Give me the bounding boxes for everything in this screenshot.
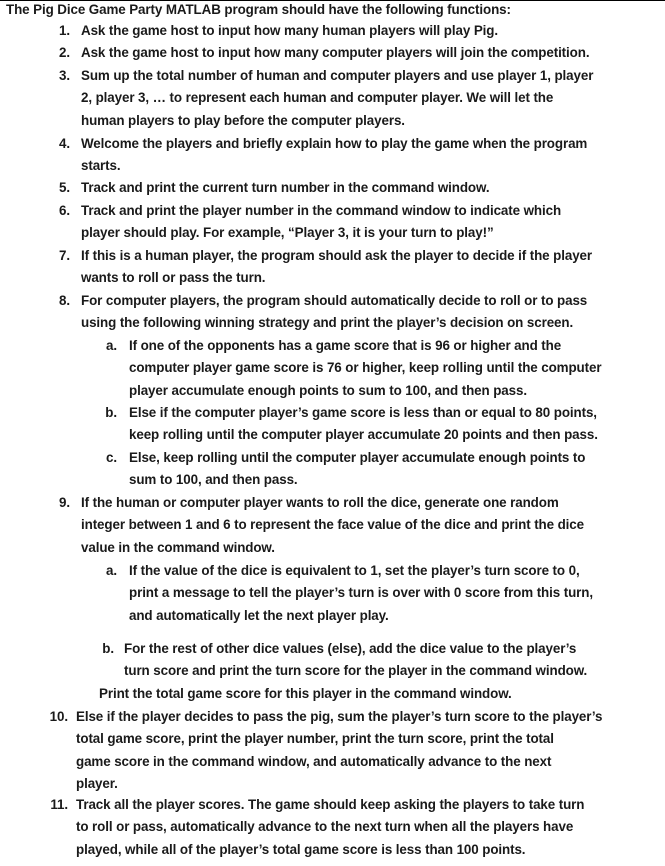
list-item-text-line: integer between 1 and 6 to represent the face value of the dice and print the dice: [81, 517, 584, 533]
list-item-text-line: sum to 100, and then pass.: [129, 472, 298, 488]
list-item-text-line: For the rest of other dice values (else), add the dice value to the player’s: [124, 641, 577, 656]
list-item-text-line: Track and print the player number in the command window to indicate which: [81, 203, 562, 218]
list-item-text-line: starts.: [81, 158, 121, 174]
list-item-text-line: using the following winning strategy and print the player’s decision on screen.: [81, 315, 574, 331]
list-item-text-line: player.: [76, 776, 118, 792]
list-item-number: b.: [102, 641, 114, 656]
list-item-number: 3.: [59, 68, 70, 83]
list-item-number: b.: [105, 405, 117, 420]
list-item-text-line: to roll or pass, automatically advance to the next turn when all the players have: [76, 819, 574, 835]
list-item-text-line: Welcome the players and briefly explain how to play the game when the program: [81, 136, 588, 151]
list-item-text-line: player should play. For example, “Player 3, it is your turn to play!”: [81, 225, 494, 241]
list-item-text-line: keep rolling until the computer player accumulate 20 points and then pass.: [129, 427, 598, 443]
list-item-number: 4.: [59, 136, 70, 151]
list-item-text-line: Track and print the current turn number in the command window.: [81, 180, 490, 195]
list-item-text-line: value in the command window.: [81, 539, 275, 555]
list-item-text-line: total game score, print the player number, print the turn score, print the total: [76, 731, 554, 747]
list-item-number: 2.: [59, 45, 70, 60]
list-item-text-line: played, while all of the player’s total game score is less than 100 points.: [76, 841, 526, 857]
list-item-text-line: Print the total game score for this player in the command window.: [99, 686, 512, 701]
list-item-text-line: Ask the game host to input how many computer players will join the competition.: [81, 45, 590, 60]
list-item-text-line: player accumulate enough points to sum to 100, and then pass.: [129, 382, 527, 398]
list-item-text-line: If one of the opponents has a game score that is 96 or higher and the: [129, 338, 562, 353]
list-item-text-line: Ask the game host to input how many human players will play Pig.: [81, 23, 498, 38]
list-item-number: 8.: [59, 293, 70, 308]
list-item-number: 10.: [49, 709, 68, 724]
list-item-number: 5.: [59, 180, 70, 195]
document-title: The Pig Dice Game Party MATLAB program should have the following functions:: [6, 2, 511, 17]
top-border: [0, 0, 665, 1]
list-item-text-line: For computer players, the program should automatically decide to roll or to pass: [81, 293, 588, 308]
list-item-text-line: If this is a human player, the program should ask the player to decide if the player: [81, 248, 592, 263]
list-item-text-line: wants to roll or pass the turn.: [81, 270, 266, 286]
list-item-text-line: Sum up the total number of human and computer players and use player 1, player: [81, 68, 594, 83]
list-item-text-line: If the human or computer player wants to roll the dice, generate one random: [81, 495, 559, 510]
list-item-text-line: If the value of the dice is equivalent to 1, set the player’s turn score to 0,: [129, 563, 580, 578]
list-item-number: 11.: [50, 797, 68, 812]
list-item-text-line: Track all the player scores. The game should keep asking the players to take turn: [76, 797, 585, 812]
list-item-text-line: human players to play before the computer players.: [81, 112, 405, 128]
list-item-text-line: computer player game score is 76 or higher, keep rolling until the computer: [129, 360, 602, 376]
list-item-text-line: turn score and print the turn score for the player in the command window.: [124, 663, 588, 679]
list-item-text-line: Else if the computer player’s game score is less than or equal to 80 points,: [129, 405, 597, 420]
list-item-number: 7.: [59, 248, 70, 263]
list-item-number: a.: [106, 338, 117, 353]
list-item-text-line: game score in the command window, and automatically advance to the next: [76, 753, 552, 769]
list-item-number: 6.: [59, 203, 70, 218]
list-item-text-line: Else if the player decides to pass the pig, sum the player’s turn score to the player’s: [76, 709, 603, 724]
list-item-text-line: 2, player 3, … to represent each human and computer player. We will let the: [81, 90, 554, 106]
list-item-text-line: and automatically let the next player play.: [129, 607, 389, 623]
list-item-text-line: Else, keep rolling until the computer player accumulate enough points to: [129, 450, 586, 465]
list-item-number: a.: [106, 563, 117, 578]
list-item-number: 9.: [59, 495, 70, 510]
list-item-text-line: print a message to tell the player’s turn is over with 0 score from this turn,: [129, 585, 593, 601]
list-item-number: c.: [106, 450, 117, 465]
list-item-number: 1.: [59, 23, 70, 38]
